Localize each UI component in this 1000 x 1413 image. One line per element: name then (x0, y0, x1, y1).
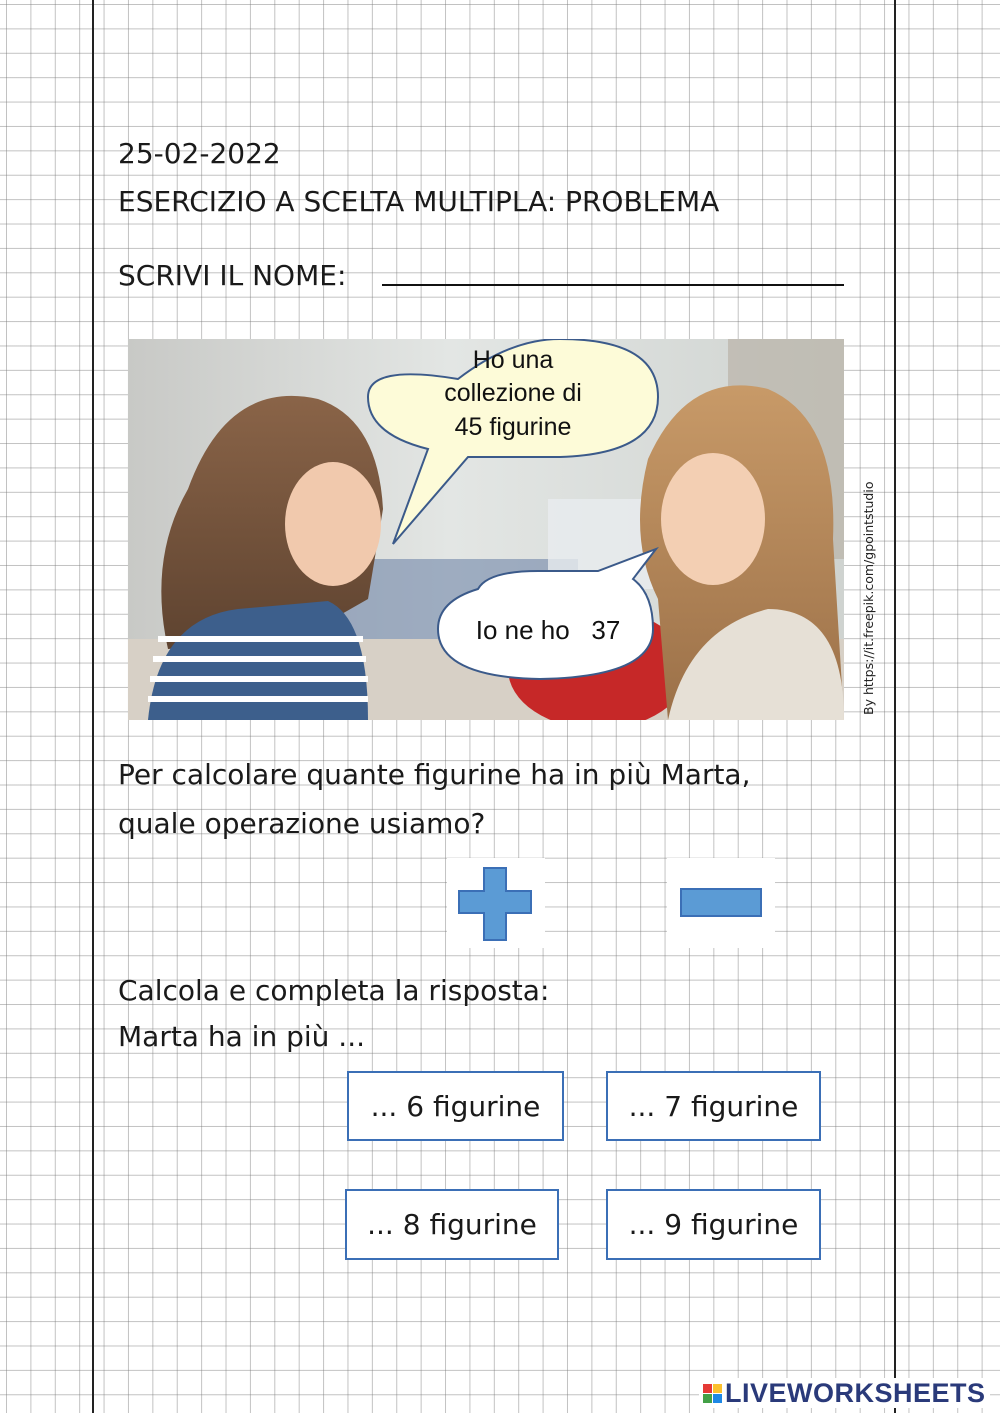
answer-option-8[interactable]: ... 8 figurine (345, 1189, 559, 1260)
liveworksheets-icon (703, 1384, 722, 1403)
answer-option-9[interactable]: ... 9 figurine (606, 1189, 821, 1260)
girls-photo (128, 339, 844, 720)
brand-name: LIVEWORKSHEETS (725, 1377, 986, 1408)
answer-option-7[interactable]: ... 7 figurine (606, 1071, 821, 1141)
right-girl-face (661, 453, 765, 585)
bubble-right-text: Io ne ho 37 (475, 615, 621, 645)
minus-icon (681, 889, 761, 916)
name-input-line[interactable] (382, 284, 844, 286)
instruction-line-2: Marta ha in più ... (118, 1020, 365, 1053)
question-line-1: Per calcolare quante figurine ha in più Marta, (118, 758, 751, 791)
plus-icon (459, 868, 531, 940)
instruction-line-1: Calcola e completa la risposta: (118, 974, 550, 1007)
liveworksheets-logo (699, 1378, 990, 1408)
question-line-2: quale operazione usiamo? (118, 807, 486, 840)
notebook-margin-right (894, 0, 896, 1413)
photo-credit: By https://it.freepik.com/gpointstudio (861, 481, 876, 715)
date: 25-02-2022 (118, 137, 281, 170)
left-girl-face (285, 462, 381, 586)
page-title: ESERCIZIO A SCELTA MULTIPLA: PROBLEMA (118, 185, 720, 218)
plus-button[interactable] (447, 858, 545, 948)
notebook-margin-left (92, 0, 94, 1413)
bubble-left-line-2: collezione di (444, 379, 582, 407)
name-label: SCRIVI IL NOME: (118, 259, 347, 292)
answer-option-6[interactable]: ... 6 figurine (347, 1071, 564, 1141)
bubble-left-line-3: 45 figurine (454, 413, 572, 441)
bubble-left-line-1: Ho una (472, 346, 554, 374)
minus-button[interactable] (667, 858, 775, 948)
